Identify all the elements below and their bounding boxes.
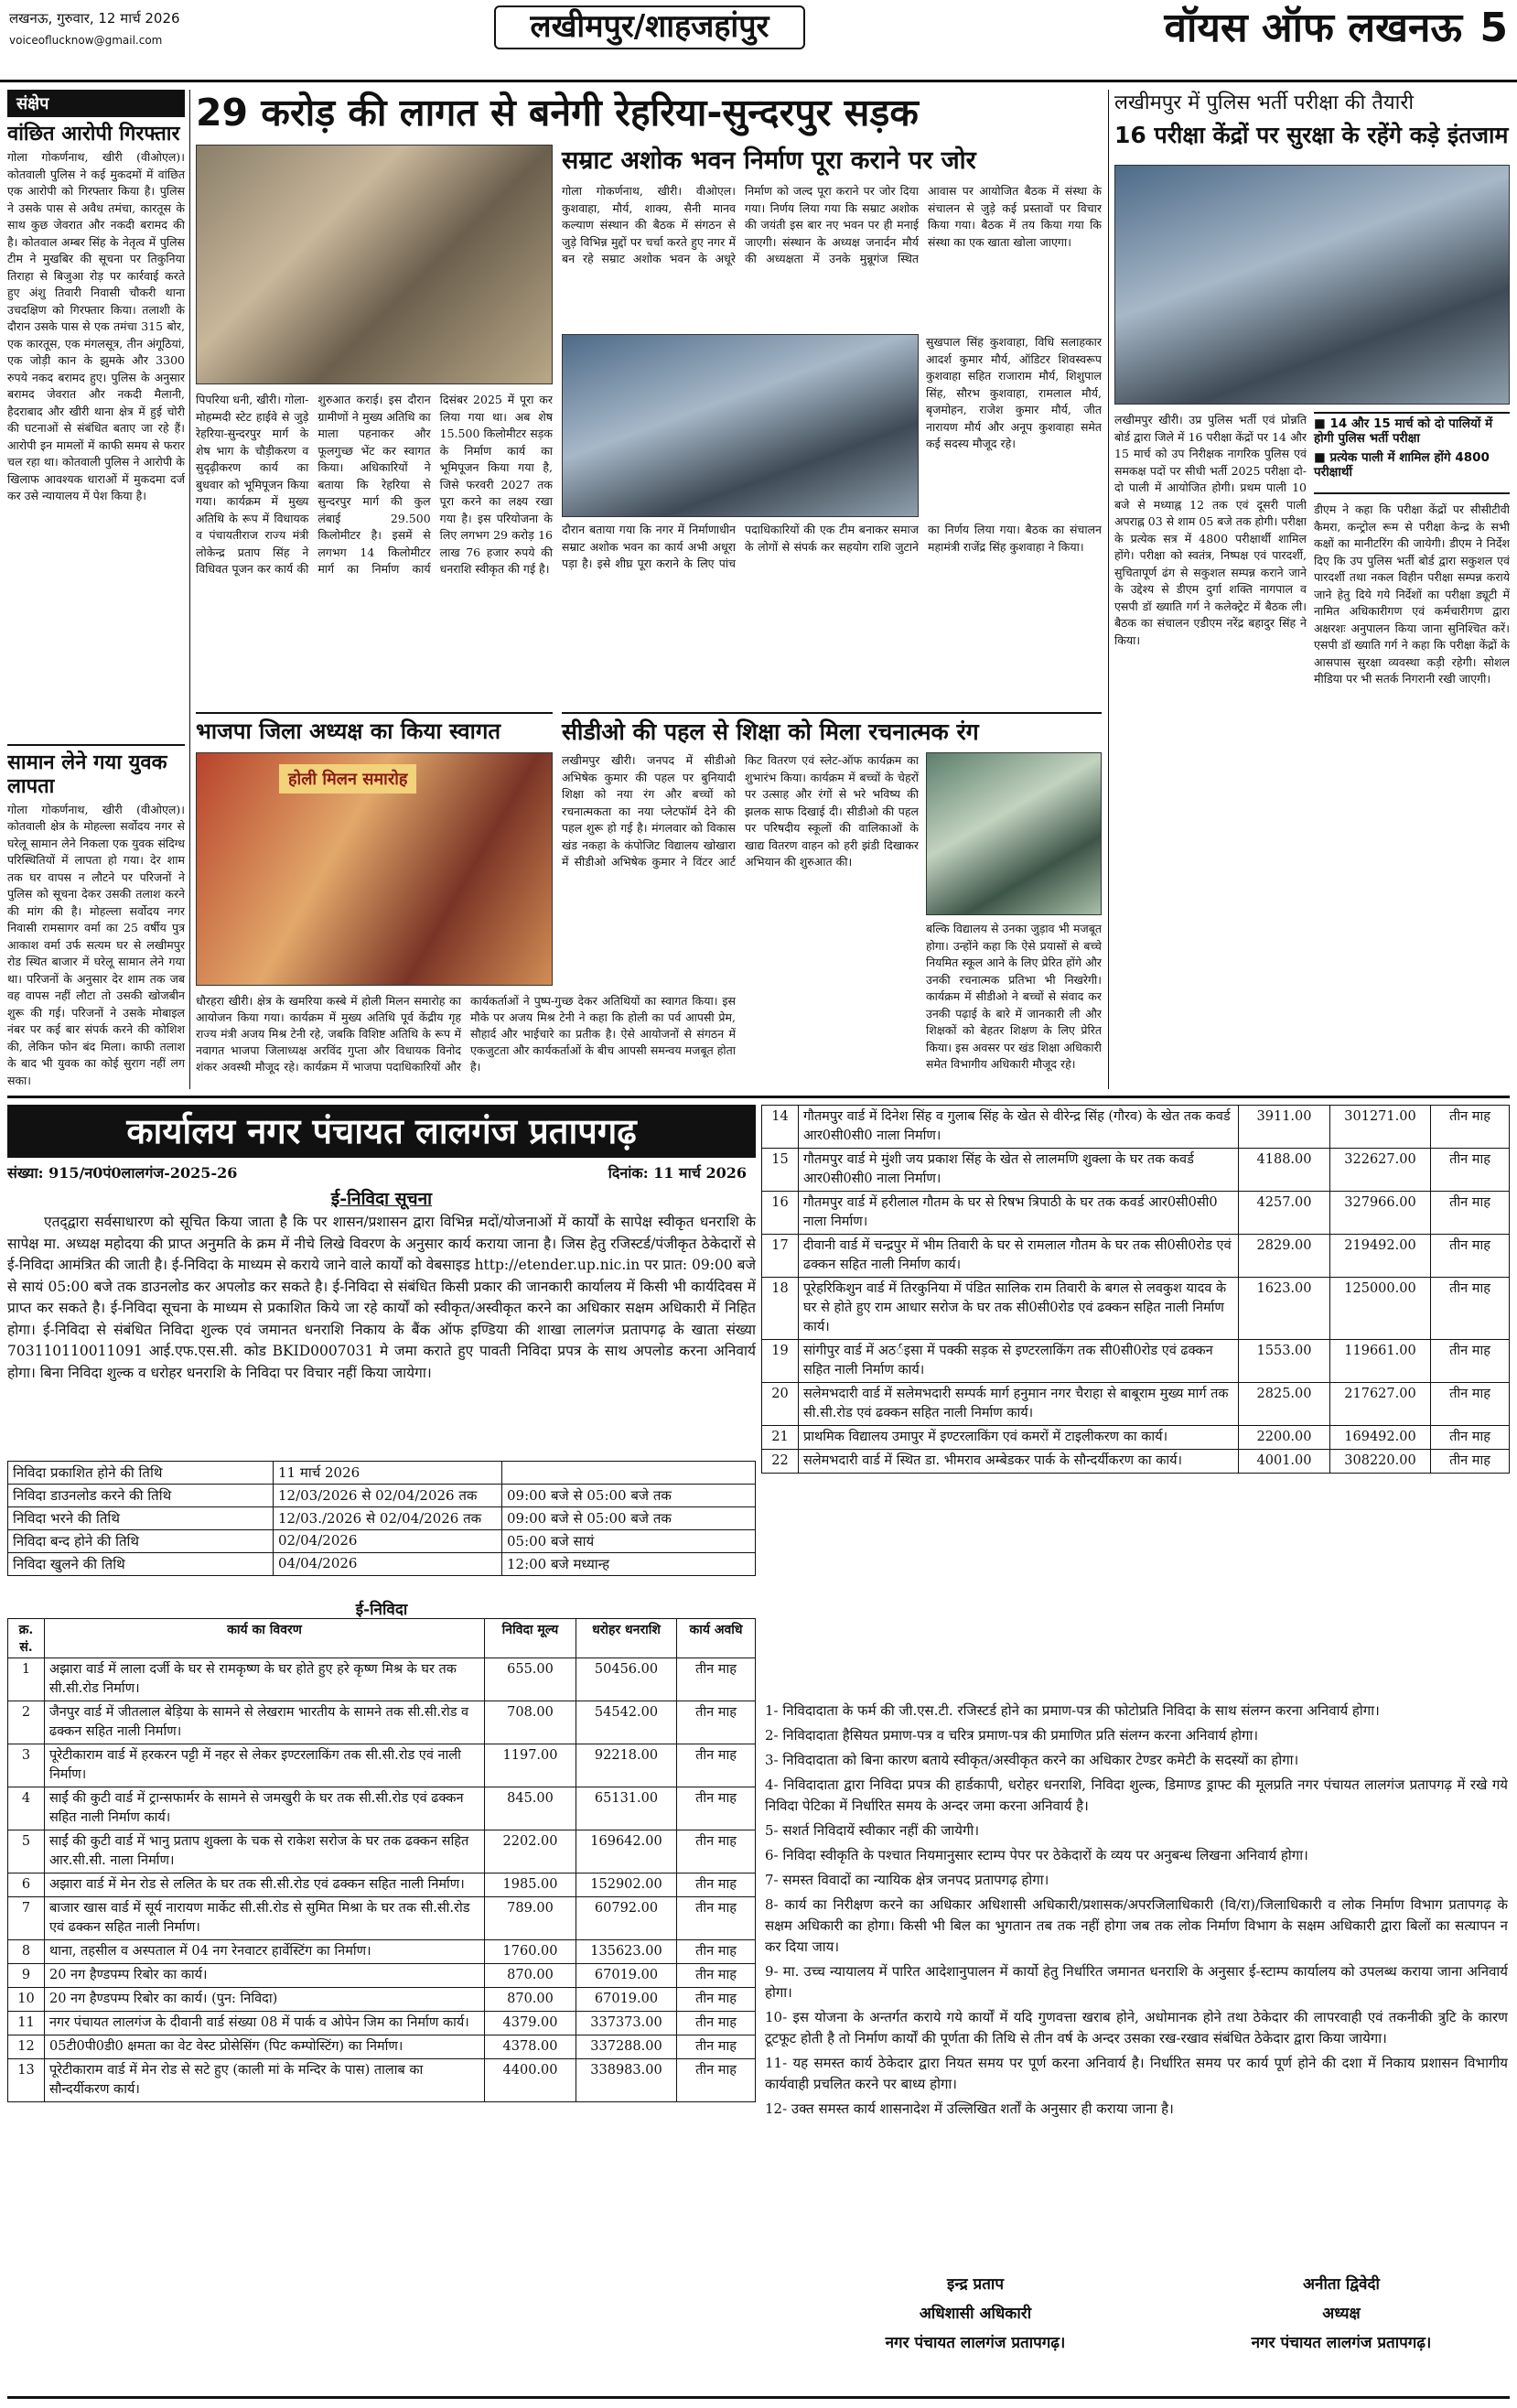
- work-description: पूरेटीकाराम वार्ड में मेन रोड से सटे हुए (काली मां के मन्दिर के पास) तालाब का सौन्दर्यीकरण कार्य।: [45, 2059, 485, 2102]
- cdo-body: [562, 752, 919, 1089]
- tender-term: 4- निविदादाता द्वारा निविदा प्रपत्र की हार्डकापी, धरोहर धनराशि, निविदा शुल्क, डिमाण्ड ड्राफ्ट की मूलप्रति नगर पंचायत लालगंज प्रतापगढ़ में रखे गये निविदा पेटिका में निर्धारित समय के अन्दर जमा करना अनिवार्य है।: [765, 1776, 1508, 1814]
- section-rule: [7, 1096, 1510, 1098]
- sidebar-column: [7, 90, 185, 1089]
- work-deposit: 135623.00: [576, 1940, 677, 1964]
- work-cost: 2825.00: [1239, 1383, 1330, 1426]
- tender-term: 5- सशर्त निविदायें स्वीकार नहीं की जायेगी।: [765, 1822, 980, 1839]
- police-bullet-2-text: प्रत्येक पाली में शामिल होंगे 4800 परीक्षार्थी: [1314, 450, 1490, 480]
- works-row: [8, 1988, 756, 2012]
- work-deposit: 92218.00: [576, 1744, 677, 1787]
- tender-table-caption: ई-निविदा: [355, 1601, 408, 1619]
- tender-term: 12- उक्त समस्त कार्य शासनादेश में उल्लिखित शर्तों के अनुसार ही कराया जाना है।: [765, 2100, 1174, 2117]
- sidebar-story2-headline: सामान लेने गया युवक लापता: [7, 744, 185, 798]
- police-photo: [1114, 165, 1510, 405]
- works-row: [8, 1744, 756, 1787]
- tender-term: 2- निविदादाता हैसियत प्रमाण-पत्र व चरित्र प्रमाण-पत्र की प्रमाणित प्रति संलग्न करना अनिवार्य होगा।: [765, 1727, 1259, 1744]
- work-deposit: 217627.00: [1330, 1383, 1431, 1426]
- schedule-date: 02/04/2026: [274, 1530, 502, 1553]
- schedule-label: निविदा डाउनलोड करने की तिथि: [8, 1485, 274, 1507]
- schedule-date: 04/04/2026: [274, 1553, 502, 1576]
- work-cost: 1197.00: [485, 1744, 576, 1787]
- tender-notice-title: ई-निविदा सूचना: [330, 1189, 433, 1209]
- work-period: तीन माह: [677, 1787, 756, 1830]
- works-row: [8, 1701, 756, 1744]
- masthead-left: [9, 7, 180, 51]
- schedule-date: 12/03/2026 से 02/04/2026 तक: [274, 1485, 502, 1507]
- cdo-headline: सीडीओ की पहल से शिक्षा को मिला रचनात्मक रंग: [562, 718, 979, 745]
- work-description: पूरेहरिकिशुन वार्ड में तिरकुनिया में पंडित सालिक राम तिवारी के बगल से लवकुश यादव के घर से होते हुए राम आधार सरोज के घर तक सी0सी0रोड एवं ढक्कन सहित नाली निर्माण कार्य।: [799, 1278, 1239, 1340]
- work-cost: 3911.00: [1239, 1106, 1330, 1149]
- bhavan-photo: [562, 334, 919, 517]
- work-cost: 789.00: [485, 1897, 576, 1940]
- work-cost: 870.00: [485, 1964, 576, 1988]
- works-row: [8, 2059, 756, 2102]
- work-description: गौतमपुर वार्ड में दिनेश सिंह व गुलाब सिंह के खेत से वीरेन्द्र सिंह (गौरव) के खेत तक कवर्ड आर0सी0सी0 नाला निर्माण।: [799, 1106, 1239, 1149]
- tender-term: 3- निविदादाता को बिना कारण बताये स्वीकृत/अस्वीकृत करने का अधिकार टेण्डर कमेटी के सदस्यों का होगा।: [765, 1752, 1299, 1768]
- cdo-body2: [926, 921, 1102, 1089]
- work-sno: 22: [762, 1450, 799, 1474]
- column-rule: [1108, 90, 1109, 1089]
- bhavan-body3: [562, 522, 1102, 705]
- work-deposit: 50456.00: [576, 1658, 677, 1701]
- works-row: [8, 1940, 756, 1964]
- police-headline: 16 परीक्षा केंद्रों पर सुरक्षा के रहेंगे कड़े इंतजाम: [1114, 122, 1509, 148]
- works-row: [8, 1787, 756, 1830]
- work-sno: 17: [762, 1235, 799, 1278]
- work-cost: 1760.00: [485, 1940, 576, 1964]
- works-row: [8, 1658, 756, 1701]
- work-deposit: 322627.00: [1330, 1149, 1431, 1192]
- schedule-time: 12:00 बजे मध्यान्ह: [502, 1553, 756, 1576]
- col-header-period: कार्य अवधि: [677, 1619, 756, 1658]
- schedule-row: [8, 1530, 756, 1553]
- work-cost: 4379.00: [485, 2012, 576, 2035]
- signatory-2: [1195, 2270, 1488, 2358]
- section-rule: [196, 712, 553, 714]
- works-row: [8, 1964, 756, 1988]
- police-body: [1114, 412, 1307, 1089]
- work-sno: 12: [8, 2035, 45, 2059]
- tender-term: 9- मा. उच्च न्यायालय में पारित आदेशानुपालन में कार्यो हेतु निर्धारित जमानत धनराशि के अनुसार ई-स्टाम्प कार्यालय को उपलब्ध कराया जाना अनिवार्य होगा।: [765, 1963, 1508, 2001]
- lead-photo: [196, 145, 553, 384]
- work-sno: 10: [8, 1988, 45, 2012]
- work-description: अझारा वार्ड में मेन रोड से ललित के घर तक सी.सी.रोड एवं ढक्कन सहित नाली निर्माण।: [45, 1873, 485, 1897]
- signatory-1-designation: अधिशासी अधिकारी: [919, 2305, 1032, 2323]
- works-row: [8, 1830, 756, 1873]
- work-cost: 655.00: [485, 1658, 576, 1701]
- work-cost: 845.00: [485, 1787, 576, 1830]
- works-row: [762, 1235, 1510, 1278]
- work-period: तीन माह: [1431, 1149, 1510, 1192]
- signatory-1-name: इन्द्र प्रताप: [947, 2275, 1004, 2294]
- sidebar-label: संक्षेप: [7, 90, 185, 117]
- work-description: बाजार खास वार्ड में सूर्य नारायण मार्केट सी.सी.रोड से सुमित मिश्रा के घर तक सी.सी.रोड एवं ढक्कन सहित नाली निर्माण।: [45, 1897, 485, 1940]
- tender-schedule-table: [7, 1461, 756, 1576]
- work-sno: 9: [8, 1964, 45, 1988]
- work-description: 20 नग हैण्डपम्प रिबोर का कार्य।: [45, 1964, 485, 1988]
- works-row: [762, 1450, 1510, 1474]
- work-cost: 4001.00: [1239, 1450, 1330, 1474]
- tender-term: 1- निविदादाता के फर्म की जी.एस.टी. रजिस्टर्ड होने का प्रमाण-पत्र की फोटोप्रति निविदा के साथ संलग्न करना अनिवार्य होगा।: [765, 1702, 1380, 1719]
- column-rule: [189, 90, 190, 1089]
- tender-term: 11- यह समस्त कार्य ठेकेदार द्वारा नियत समय पर पूर्ण करना अनिवार्य है। निर्धारित समय पर कार्य पूर्ण होने की दशा में निकाय प्रशासन विभागीय कार्यवाही प्रचलित करने पर बाध्य होगा।: [765, 2055, 1508, 2092]
- work-period: तीन माह: [1431, 1235, 1510, 1278]
- work-period: तीन माह: [677, 2035, 756, 2059]
- police-bullet-1: ■ 14 और 15 मार्च को दो पालियों में होगी पुलिस भर्ती परीक्षा: [1314, 416, 1493, 446]
- tender-title: कार्यालय नगर पंचायत लालगंज प्रतापगढ़: [7, 1105, 756, 1158]
- work-deposit: 308220.00: [1330, 1450, 1431, 1474]
- schedule-time: 09:00 बजे से 05:00 बजे तक: [502, 1507, 756, 1530]
- work-description: जैनपुर वार्ड में जीतलाल बेड़िया के सामने से लेखराम भारतीय के सामने तक सी.सी.रोड व ढक्कन सहित नाली निर्माण।: [45, 1701, 485, 1744]
- schedule-row: [8, 1462, 756, 1485]
- work-period: तीन माह: [677, 1701, 756, 1744]
- work-description: सलेमभदारी वार्ड में सलेमभदारी सम्पर्क मार्ग हनुमान नगर चैराहा से बाबूराम मुख्य मार्ग तक सी.सी.रोड एवं ढक्कन सहित नाली निर्माण कार्य।: [799, 1383, 1239, 1426]
- work-cost: 4378.00: [485, 2035, 576, 2059]
- work-sno: 4: [8, 1787, 45, 1830]
- work-cost: 4257.00: [1239, 1192, 1330, 1235]
- cdo-body-text: लखीमपुर खीरी। जनपद में सीडीओ अभिषेक कुमार की पहल पर बुनियादी शिक्षा को नया रंग और बच्चों को रचनात्मकता का नया प्लेटफॉर्म देने की पहल शुरू हो गई है। मंगलवार को विकास खंड नकहा के कंपोजिट विद्यालय खोखारा में सीडीओ अभिषेक कुमार ने विंटर आर्ट किट वितरण एवं स्लेट-ऑफ कार्यक्रम का शुभारंभ किया। कार्यक्रम में बच्चों के चेहरों पर उत्साह और रंगों से भरे भविष्य की झलक साफ दिखाई दी। सीडीओ की पहल पर परिषदीय स्कूलों की वालिकाओं के खाद्य वितरण वाहन को हरी झंडी दिखाकर अभियान की शुरुआत की।: [562, 753, 919, 869]
- work-cost: 1985.00: [485, 1873, 576, 1897]
- work-deposit: 65131.00: [576, 1787, 677, 1830]
- work-description: साईं की कुटी वार्ड में ट्रान्सफार्मर के सामने से जमखुरी के घर तक सी.सी.रोड एवं ढक्कन सहित नाली निर्माण कार्य।: [45, 1787, 485, 1830]
- tender-ref-no: संख्या: 915/न0पं0लालगंज-2025-26: [7, 1164, 238, 1182]
- work-sno: 1: [8, 1658, 45, 1701]
- work-description: पूरेटीकाराम वार्ड में हरकरन पट्टी में नहर से लेकर इण्टरलाकिंग तक सी.सी.रोड एवं नाली निर्माण।: [45, 1744, 485, 1787]
- bjp-body-text: धौरहरा खीरी। क्षेत्र के खमरिया कस्बे में होली मिलन समारोह का आयोजन किया गया। कार्यक्रम में मुख्य अतिथि पूर्व केंद्रीय गृह राज्य मंत्री अजय मिश्र टेनी रहे, जबकि विशिष्ट अतिथि के रूप में नवागत भाजपा जिलाध्यक्ष अरविंद गुप्ता और विधायक विनोद शंकर अवस्थी मौजूद रहे। कार्यक्रम में भाजपा पदाधिकारियों और कार्यकर्ताओं ने पुष्प-गुच्छ देकर अतिथियों का स्वागत किया। इस मौके पर अजय मिश्र टेनी ने कहा कि होली का पर्व आपसी प्रेम, सौहार्द और भाईचारे का प्रतीक है। ऐसे आयोजनों से संगठन में एकजुटता और कार्यकर्ताओं के बीच आपसी समन्वय मजबूत होता है।: [196, 994, 736, 1074]
- work-period: तीन माह: [1431, 1383, 1510, 1426]
- schedule-label: निविदा बन्द होने की तिथि: [8, 1530, 274, 1553]
- tender-term: 7- समस्त विवादों का न्यायिक क्षेत्र जनपद प्रतापगढ़ होगा।: [765, 1872, 1049, 1888]
- work-description: थाना, तहसील व अस्पताल में 04 नग रेनवाटर हार्वेस्टिंग का निर्माण।: [45, 1940, 485, 1964]
- tender-intro: एतद्‌द्वारा सर्वसाधारण को सूचित किया जाता है कि पर शासन/प्रशासन द्वारा विभिन्न मदों/योजनाओं में कार्यों के सापेक्ष स्वीकृत धनराशि के सापेक्ष मा. अध्यक्ष महोदया की प्राप्त अनुमति के क्रम में नीचे लिखे विवरण के अनुसार कार्य कराया जाना है। जिस हेतु रजिस्टर्ड/पंजीकृत ठेकेदारों से ई-निविदा आमंत्रित की जाती है। ई-निविदा के माध्यम से कराये जाने वाले कार्यों को वेबसाइड http://etender.up.nic.in पर प्रात: 09:00 बजे से सायं 05:00 बजे तक डाउनलोड कर अपलोड कर सकते है। ई-निविदा से संबंधित किसी प्रकार की जानकारी कार्यालय में किसी भी कार्यदिवस में प्राप्त कर सकते है। ई-निविदा सूचना के माध्यम से प्रकाशित किये जा रहे कार्यों को स्वीकृत/अस्वीकृत करने का अधिकार सक्षम अधिकारी में निहित होगा। ई-निविदा से संबंधित निविदा शुल्क एवं जमानत धनराशि निकाय के बैंक ऑफ इण्डिया की शाखा लालगंज प्रतापगढ़ के खाता संख्या 703110110011091 आई.एफ.एस.सी. कोड BKID0007031 मे जमा कराते हुए पावती निविदा प्रपत्र के साथ अपलोड करना अनिवार्य होगा। बिना निविदा शुल्क व धरोहर धनराशि के निविदा पर विचार नहीं किया जायेगा।: [7, 1214, 756, 1381]
- work-sno: 3: [8, 1744, 45, 1787]
- work-description: गौतमपुर वार्ड मे मुंशी जय प्रकाश सिंह के खेत से लालमणि शुक्ला के घर तक कवर्ड आर0सी0सी0 नाला निर्माण।: [799, 1149, 1239, 1192]
- police-bullet-2: ■ प्रत्येक पाली में शामिल होंगे 4800 परीक्षार्थी: [1314, 450, 1490, 480]
- work-description: साईं की कुटी वार्ड में भानु प्रताप शुक्ला के चक से राकेश सरोज के घर तक ढक्कन सहित आर.सी.सी. नाला निर्माण।: [45, 1830, 485, 1873]
- work-deposit: 301271.00: [1330, 1106, 1431, 1149]
- work-deposit: 67019.00: [576, 1964, 677, 1988]
- schedule-label: निविदा भरने की तिथि: [8, 1507, 274, 1530]
- work-cost: 1623.00: [1239, 1278, 1330, 1340]
- work-cost: 708.00: [485, 1701, 576, 1744]
- work-period: तीन माह: [677, 1897, 756, 1940]
- edition-label: लखीमपुर/शाहजहांपुर: [494, 5, 805, 49]
- tender-terms: [765, 1701, 1508, 2268]
- paper-name: वॉयस ऑफ लखनऊ: [1164, 5, 1462, 51]
- sidebar-story2-body: गोला गोकर्णनाथ, खीरी (वीओएल)। कोतवाली क्षेत्र के मोहल्ला सर्वोदय नगर से घरेलू सामान लेने निकला एक युवक संदिग्ध परिस्थितियों में लापता हो गया। देर शाम तक घर वापस न लौटने पर परिजनों ने पुलिस को सूचना देकर उसकी तलाश करने की मांग की है। मोहल्ला सर्वोदय नगर निवासी रामसागर वर्मा का 25 वर्षीय पुत्र आकाश वर्मा उर्फ सत्यम घर से लखीमपुर रोड स्थित बाजार में घरेलू सामान लेने गया था। परिजनों के अनुसार देर शाम तक जब वह वापस नहीं लौटा तो उसकी खोजबीन शुरू की गई। परिजनों ने उसके मोबाइल नंबर पर कई बार संपर्क करने की कोशिश की, लेकिन फोन बंद मिला। काफी तलाश के बाद भी युवक का कोई सुराग नहीं लग सका।: [7, 802, 185, 1087]
- work-cost: 870.00: [485, 1988, 576, 2012]
- works-table-right: [761, 1105, 1510, 1474]
- work-cost: 2829.00: [1239, 1235, 1330, 1278]
- work-description: 05टी0पी0डी0 क्षमता का वेट वेस्ट प्रोसेसिंग (पिट कम्पोस्टिंग) का निर्माण।: [45, 2035, 485, 2059]
- bhavan-body-text: गोला गोकर्णनाथ, खीरी। वीओएल। कुशवाहा, मौर्य, शाक्य, सैनी मानव कल्याण संस्थान की बैठक में संगठन से जुड़े विभिन्न मुद्दों पर चर्चा करते हुए नगर में बन रहे सम्राट अशोक भवन के अधूरे निर्माण को जल्द पूरा कराने पर जोर दिया गया। निर्णय लिया गया कि सम्राट अशोक की जयंती इस बार नए भवन पर ही मनाई जाएगी। संस्थान के अध्यक्ष जनार्दन मौर्य की अध्यक्षता में उनके मुन्नूगंज स्थित आवास पर आयोजित बैठक में संस्था के संचालन से जुड़े कई प्रस्तावों पर विचार किया गया। बैठक में तय किया गया कि संस्था का एक खाता खोला जाएगा।: [562, 184, 1102, 265]
- schedule-time: 05:00 बजे सायं: [502, 1530, 756, 1553]
- work-sno: 6: [8, 1873, 45, 1897]
- works-table-left: [7, 1618, 756, 2102]
- work-period: तीन माह: [677, 1988, 756, 2012]
- police-body2-text: डीएम ने कहा कि परीक्षा केंद्रों पर सीसीटीवी कैमरा, कन्ट्रोल रूम से परीक्षा केन्द्र के सभी कक्षों का मानीटरिंग की जायेगी। डीएम ने निर्देश दिए कि उप पुलिस भर्ती बोर्ड द्वारा सकुशल एवं पारदर्शी तथा नकल विहीन परीक्षा सम्पन्न कराये जाने हेतु दिये गये निर्देशों का परीक्षा ड्यूटी में नामित अधिकारीगण एवं कर्मचारीगण द्वारा अक्षरशः अनुपालन किया जाना सुनिश्चित करें। एसपी डॉ ख्याति गर्ग ने कहा कि परीक्षा केंद्रों के आसपास सुरक्षा व्यवस्था कड़ी रहेगी। सोशल मीडिया पर भी सतर्क निगरानी रखी जाएगी।: [1314, 502, 1510, 686]
- work-cost: 2200.00: [1239, 1426, 1330, 1450]
- work-description: 20 नग हैण्डपम्प रिबोर का कार्य। (पुन: निविदा): [45, 1988, 485, 2012]
- work-cost: 2202.00: [485, 1830, 576, 1873]
- work-period: तीन माह: [677, 1964, 756, 1988]
- police-kicker: लखीमपुर में पुलिस भर्ती परीक्षा की तैयारी: [1114, 92, 1415, 114]
- dateline: लखनऊ, गुरुवार, 12 मार्च 2026: [9, 10, 180, 27]
- work-deposit: 67019.00: [576, 1988, 677, 2012]
- work-sno: 11: [8, 2012, 45, 2035]
- police-bullet-1-text: 14 और 15 मार्च को दो पालियों में होगी पुलिस भर्ती परीक्षा: [1314, 416, 1493, 446]
- work-cost: 4188.00: [1239, 1149, 1330, 1192]
- schedule-time: 09:00 बजे से 05:00 बजे तक: [502, 1485, 756, 1507]
- work-sno: 8: [8, 1940, 45, 1964]
- work-description: अझारा वार्ड में लाला दर्जी के घर से रामकृष्ण के घर होते हुए हरे कृष्ण मिश्र के घर तक सी.सी.रोड निर्माण।: [45, 1658, 485, 1701]
- schedule-row: [8, 1553, 756, 1576]
- col-header-cost: निविदा मूल्य: [485, 1619, 576, 1658]
- work-period: तीन माह: [677, 2059, 756, 2102]
- works-row: [762, 1426, 1510, 1450]
- work-deposit: 337288.00: [576, 2035, 677, 2059]
- work-period: तीन माह: [677, 1940, 756, 1964]
- work-period: तीन माह: [677, 2012, 756, 2035]
- bjp-photo-banner: होली मिलन समारोह: [279, 764, 416, 794]
- work-description: सांगीपुर वार्ड में अठर्इसा में पक्की सड़क से इण्टरलाकिंग तक सी0सी0रोड एवं ढक्कन सहित नाली निर्माण कार्य।: [799, 1340, 1239, 1383]
- works-row: [8, 2012, 756, 2035]
- work-period: तीन माह: [1431, 1340, 1510, 1383]
- work-deposit: 169642.00: [576, 1830, 677, 1873]
- work-deposit: 125000.00: [1330, 1278, 1431, 1340]
- work-deposit: 219492.00: [1330, 1235, 1431, 1278]
- schedule-row: [8, 1485, 756, 1507]
- tender-term: 6- निविदा स्वीकृति के पश्चात नियमानुसार स्टाम्प पेपर पर ठेकेदारों के व्यय पर अनुबन्ध लिखना अनिवार्य होगा।: [765, 1847, 1308, 1863]
- schedule-time: [502, 1462, 756, 1485]
- work-description: दीवानी वार्ड में चन्द्रपुर में भीम तिवारी के घर से रामलाल गौतम के घर तक सी0सी0रोड एवं ढक्कन सहित नाली निर्माण कार्य।: [799, 1235, 1239, 1278]
- work-sno: 13: [8, 2059, 45, 2102]
- sidebar-story1-headline: वांछित आरोपी गिरफ्तार: [7, 123, 180, 146]
- bhavan-body3-text: दौरान बताया गया कि नगर में निर्माणाधीन सम्राट अशोक भवन का कार्य अभी अधूरा पड़ा है। इसे शीघ्र पूरा कराने के लिए पांच पदाधिकारियों की एक टीम बनाकर समाज के लोगों से संपर्क कर सहयोग राशि जुटाने का निर्णय लिया गया। बैठक का संचालन महामंत्री राजेंद्र सिंह कुशवाहा ने किया।: [562, 523, 1102, 570]
- signatory-2-name: अनीता द्विवेदी: [1303, 2275, 1380, 2294]
- work-period: तीन माह: [677, 1830, 756, 1873]
- tender-date: दिनांक: 11 मार्च 2026: [608, 1164, 747, 1182]
- police-body2: [1314, 502, 1510, 1089]
- works-row: [762, 1340, 1510, 1383]
- page-number: 5: [1479, 5, 1508, 51]
- schedule-row: [8, 1507, 756, 1530]
- work-description: सलेमभदारी वार्ड में स्थित डा. भीमराव अम्बेडकर पार्क के सौन्दर्यीकरण का कार्य।: [799, 1450, 1239, 1474]
- works-table-header: [8, 1619, 756, 1658]
- tender-terms-list: [765, 1701, 1508, 2120]
- lead-headline: 29 करोड़ की लागत से बनेगी रेहरिया-सुन्दरपुर सड़क: [196, 91, 919, 135]
- work-period: तीन माह: [1431, 1426, 1510, 1450]
- work-period: तीन माह: [1431, 1192, 1510, 1235]
- work-sno: 20: [762, 1383, 799, 1426]
- masthead-email: voiceoflucknow@gmail.com: [9, 34, 163, 47]
- works-row: [762, 1383, 1510, 1426]
- works-row: [762, 1278, 1510, 1340]
- work-sno: 16: [762, 1192, 799, 1235]
- work-deposit: 338983.00: [576, 2059, 677, 2102]
- bjp-headline: भाजपा जिला अध्यक्ष का किया स्वागत: [196, 718, 501, 744]
- schedule-date: 12/03./2026 से 02/04/2026 तक: [274, 1507, 502, 1530]
- work-period: तीन माह: [677, 1744, 756, 1787]
- works-row: [762, 1106, 1510, 1149]
- work-deposit: 60792.00: [576, 1897, 677, 1940]
- tender-refline: [7, 1162, 756, 1186]
- schedule-label: निविदा प्रकाशित होने की तिथि: [8, 1462, 274, 1485]
- tender-signatories: [765, 2270, 1508, 2389]
- signatory-2-office: नगर पंचायत लालगंज प्रतापगढ़।: [1251, 2334, 1432, 2352]
- work-period: तीन माह: [677, 1873, 756, 1897]
- work-period: तीन माह: [677, 1658, 756, 1701]
- signatory-1: [838, 2270, 1113, 2358]
- lead-body: [196, 392, 553, 692]
- work-sno: 18: [762, 1278, 799, 1340]
- tender-term: 10- इस योजना के अन्तर्गत कराये गये कार्यों में यदि गुणवत्ता खराब होने, अधोमानक होने तथा ठेकेदार की लापरवाही एवं तकनीकी त्रुटि के कारण टूटफूट होती है तो निर्माण कार्यों की पूर्णता की तिथि से तीन वर्ष के अन्दर उसका रख-रखाव संबंधित ठेकेदार द्वारा किया जायेगा।: [765, 2009, 1508, 2046]
- work-description: गौतमपुर वार्ड में हरीलाल गौतम के घर से रिषभ त्रिपाठी के घर तक कवर्ड आर0सी0सी0 नाला निर्माण।: [799, 1192, 1239, 1235]
- work-deposit: 119661.00: [1330, 1340, 1431, 1383]
- works-row: [8, 1897, 756, 1940]
- tender-term: 8- कार्य का निरीक्षण करने का अधिकार अधिशासी अधिकारी/प्रशासक/अपरजिलाधिकारी (वि/रा)/जिलाधिकारी व लोक निर्माण विभाग प्रतापगढ़ के सक्षम अधिकारी का होगा। किसी भी बिल का भुगतान तब तक नहीं होगा जब तक लोक निर्माण विभाग के सक्षम अधिकारी द्वारा बिलों का सत्यापन न कर दिया जाय।: [765, 1896, 1508, 1955]
- work-deposit: 152902.00: [576, 1873, 677, 1897]
- signatory-2-designation: अध्यक्ष: [1322, 2305, 1361, 2323]
- work-sno: 7: [8, 1897, 45, 1940]
- work-sno: 2: [8, 1701, 45, 1744]
- sidebar-story1-body: गोला गोकर्णनाथ, खीरी (वीओएल)। कोतवाली पुलिस ने कई मुकदमों में वांछित एक आरोपी को गिरफ्तार किया है। पुलिस ने उसके पास से अवैध तमंचा, कारतूस के साथ कुछ जेवरात और नकदी बरामद की है। कोतवाल अम्बर सिंह के नेतृत्व में पुलिस टीम ने मुखबिर की सूचना पर तिकुनिया तिराहा से बिजुआ रोड़ पर कार्रवाई करते हुए अंशु तिवारी निवासी चौकरी थाना उचदक्षिण को गिरफ्तार किया। तलाशी के दौरान उसके पास से एक तमंचा 315 बोर, एक कारतूस, एक मंगलसूत्र, तीन अंगूठियां, एक जोड़ी कान के झुमके और 3300 रुपये नकद बरामद हुए। पुलिस के अनुसार बरामद जेवरात और नकदी मैलानी, हैदराबाद और खीरी थाना क्षेत्र में हुई चोरी की घटनाओं से संबंधित बताए जा रहे हैं। आरोपी इन मामलों में काफी समय से फरार चल रहा था। कोतवाली पुलिस ने आरोपी के खिलाफ आवश्यक धाराओं में मुकदमा दर्ज कर उसे न्यायालय में पेश किया है।: [7, 150, 185, 503]
- bottom-rule: [7, 2396, 1510, 2399]
- cdo-photo: [926, 752, 1102, 915]
- police-bullets: [1314, 412, 1510, 494]
- work-sno: 5: [8, 1830, 45, 1873]
- work-sno: 14: [762, 1106, 799, 1149]
- work-description: प्राथमिक विद्यालय उमापुर में इण्टरलाकिंग एवं कमरों में टाइलीकरण का कार्य।: [799, 1426, 1239, 1450]
- work-period: तीन माह: [1431, 1450, 1510, 1474]
- police-body-text: लखीमपुर खीरी। उप्र पुलिस भर्ती एवं प्रोन्नति बोर्ड द्वारा जिले में 16 परीक्षा केंद्रों पर 14 और 15 मार्च को उप निरीक्षक नागरिक पुलिस एवं समकक्ष पदों पर सीधी भर्ती 2025 परीक्षा दो-दो पाली में आयोजित होगी। प्रथम पाली 10 बजे से मध्याह्न 12 तक एवं दूसरी पाली अपराह्न 03 से शाम 05 बजे तक होगी। परीक्षा के प्रत्येक सत्र में 4800 परीक्षार्थी शामिल होंगे। परीक्षा को स्वतंत्र, निष्पक्ष एवं पारदर्शी, सुचितापूर्ण ढंग से सकुशल सम्पन्न कराने जाने के उद्देश्य से डीएम दुर्गा शक्ति नागपाल व एसपी डॉ ख्याति गर्ग ने कलेक्ट्रेट में बैठक ली। बैठक का संचालन एडीएम नरेंद्र बहादुर सिंह ने किया।: [1114, 413, 1307, 647]
- works-row: [8, 1873, 756, 1897]
- bhavan-body2-text: सुखपाल सिंह कुशवाहा, विधि सलाहकार आदर्श कुमार मौर्य, ऑडिटर शिवस्वरूप कुशवाहा सहित राजाराम मौर्य, शिशुपाल सिंह, सौरभ कुशवाहा, रामलाल मौर्य, बृजमोहन, राजेश कुमार मौर्य, जीत नारायण मौर्य और अनूप कुशवाहा समेत कई सदस्य मौजूद रहे।: [926, 335, 1102, 450]
- work-period: तीन माह: [1431, 1278, 1510, 1340]
- bhavan-body2: [926, 334, 1102, 517]
- works-row: [8, 2035, 756, 2059]
- work-period: तीन माह: [1431, 1106, 1510, 1149]
- work-cost: 4400.00: [485, 2059, 576, 2102]
- work-description: नगर पंचायत लालगंज के दीवानी वार्ड संख्या 08 में पार्क व ओपेन जिम का निर्माण कार्य।: [45, 2012, 485, 2035]
- work-deposit: 337373.00: [576, 2012, 677, 2035]
- work-sno: 19: [762, 1340, 799, 1383]
- work-deposit: 54542.00: [576, 1701, 677, 1744]
- signatory-1-office: नगर पंचायत लालगंज प्रतापगढ़।: [885, 2334, 1066, 2352]
- work-deposit: 169492.00: [1330, 1426, 1431, 1450]
- works-row: [762, 1192, 1510, 1235]
- work-deposit: 327966.00: [1330, 1192, 1431, 1235]
- col-header-work: कार्य का विवरण: [45, 1619, 485, 1658]
- section-rule: [562, 712, 1102, 714]
- work-sno: 15: [762, 1149, 799, 1192]
- lead-body-text: पिपरिया धनी, खीरी। गोला-मोहम्मदी स्टेट हाईवे से जुड़े रेहरिया-सुन्दरपुर मार्ग के शेष भाग के चौड़ीकरण व सुदृढ़ीकरण कार्य का बुधवार को भूमिपूजन किया गया। कार्यक्रम में मुख्य अतिथि के रूप में विधायक व पंचायतीराज राज्य मंत्री लोकेन्द्र प्रताप सिंह ने विधिवत पूजन कर कार्य की शुरुआत कराई। इस दौरान ग्रामीणों ने मुख्य अतिथि का माला पहनाकर और फूलगुच्छ भेंट कर स्वागत किया। अधिकारियों ने बताया कि रेहरिया से सुन्दरपुर मार्ग की कुल लंबाई 29.500 किलोमीटर है। इसमें से लगभग 14 किलोमीटर मार्ग का निर्माण कार्य दिसंबर 2025 में पूरा कर लिया गया था। अब शेष 15.500 किलोमीटर सड़क के निर्माण कार्य का भूमिपूजन किया गया है, जिसे फरवरी 2027 तक पूरा करने का लक्ष्य रखा गया है। इस परियोजना के लिए लगभग 29 करोड़ 16 लाख 76 हजार रुपये की धनराशि स्वीकृत की गई है।: [196, 393, 553, 576]
- bhavan-body: [562, 183, 1102, 329]
- schedule-label: निविदा खुलने की तिथि: [8, 1553, 274, 1576]
- bjp-photo: [196, 752, 553, 986]
- cdo-body2-text: बल्कि विद्यालय से उनका जुड़ाव भी मजबूत होगा। उन्होंने कहा कि ऐसे प्रयासों से बच्चे नियमित स्कूल आने के लिए प्रेरित होंगे और उनकी रचनात्मक प्रतिभा भी निखरेगी। कार्यक्रम में सीडीओ ने बच्चों से संवाद कर उनकी पढ़ाई के बारे में जानकारी ली और शिक्षकों को बेहतर शिक्षण के लिए प्रेरित किया। इस अवसर पर खंड शिक्षा अधिकारी समेत विभागीय अधिकारी मौजूद रहे।: [926, 922, 1102, 1071]
- masthead: [0, 0, 1517, 82]
- work-cost: 1553.00: [1239, 1340, 1330, 1383]
- col-header-sno: क्र. सं.: [8, 1619, 45, 1658]
- bhavan-headline: सम्राट अशोक भवन निर्माण पूरा कराने पर जोर: [562, 146, 976, 175]
- work-sno: 21: [762, 1426, 799, 1450]
- schedule-date: 11 मार्च 2026: [274, 1462, 502, 1485]
- col-header-deposit: धरोहर धनराशि: [576, 1619, 677, 1658]
- works-row: [762, 1149, 1510, 1192]
